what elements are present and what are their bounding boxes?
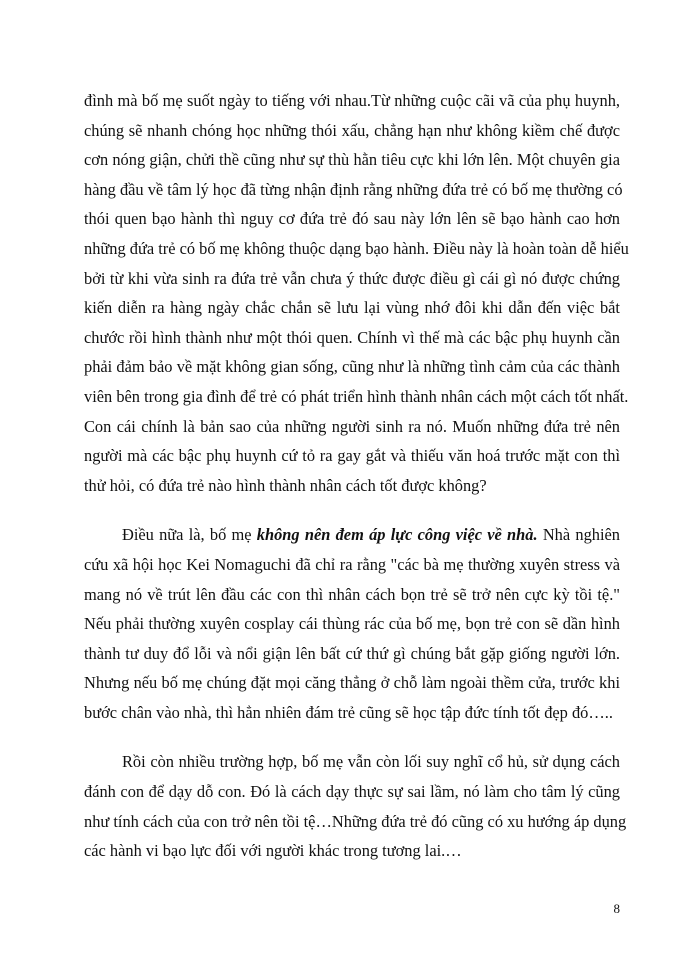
paragraph-line: cơn nóng giận, chửi thề cũng như sự thù hằn tiêu cực khi lớn lên. Một chuyên gia: [84, 150, 620, 170]
paragraph-2-intro: Điều nữa là, bố mẹ: [122, 525, 257, 545]
body-text: [84, 86, 629, 866]
paragraph-line: kiến diễn ra hàng ngày chắc chắn sẽ lưu lại vùng nhớ đôi khi dẫn đến việc bắt: [84, 298, 620, 318]
paragraph-line: Con cái chính là bản sao của những người sinh ra nó. Muốn những đứa trẻ nên: [84, 416, 620, 436]
paragraph-line: viên bên trong gia đình để trẻ có phát triển hình thành nhân cách một cách tốt nhất.: [84, 386, 629, 406]
paragraph-line: đình mà bố mẹ suốt ngày to tiếng với nhau.Từ những cuộc cãi vã của phụ huynh,: [84, 91, 620, 110]
paragraph-line: thử hỏi, có đứa trẻ nào hình thành nhân cách tốt được không?: [84, 475, 487, 495]
emphasized-phrase: không nên đem áp lực công việc về nhà.: [256, 525, 538, 545]
paragraph-line: cứu xã hội học Kei Nomaguchi đã chỉ ra rằng "các bà mẹ thường xuyên stress và: [84, 554, 620, 574]
paragraph-line: bước chân vào nhà, thì hẳn nhiên đám trẻ cũng sẽ học tập đức tính tốt đẹp đó…..: [84, 702, 613, 722]
paragraph-line: bởi từ khi vừa sinh ra đứa trẻ vẫn chưa ý thức được điều gì cái gì nó được chứng: [84, 268, 620, 288]
paragraph-line: thói quen bạo hành thì nguy cơ đứa trẻ đó sau này lớn lên sẽ bạo hành cao hơn: [84, 209, 620, 229]
paragraph-line: đánh con để dạy dỗ con. Đó là cách dạy thực sự sai lầm, nó làm cho tâm lý cũng: [84, 782, 620, 802]
paragraph-line: Rồi còn nhiều trường hợp, bố mẹ vẫn còn lối suy nghĩ cổ hủ, sử dụng cách: [122, 752, 620, 772]
paragraph-line: Nếu phải thường xuyên cosplay cái thùng rác của bố mẹ, bọn trẻ con sẽ dần hình: [84, 614, 620, 634]
paragraph-line: phải đảm bảo về mặt không gian sống, cũng như là những tình cảm của các thành: [84, 357, 620, 377]
paragraph-spacing: [84, 500, 620, 520]
paragraph-line: thành tư duy đổ lỗi và nổi giận lên bất cứ thứ gì chúng bắt gặp giống người lớn.: [84, 643, 620, 663]
paragraph-line: [84, 520, 620, 550]
paragraph-2: [84, 520, 620, 727]
paragraph-2-continuation: Nhà nghiên: [537, 525, 620, 545]
paragraph-line: hàng đầu về tâm lý học đã từng nhận định rằng những đứa trẻ có bố mẹ thường có: [84, 179, 623, 199]
paragraph-line: chước rồi hình thành như một thói quen. Chính vì thế mà các bậc phụ huynh cần: [84, 327, 620, 347]
paragraph-spacing: [84, 727, 620, 747]
paragraph-line: các hành vi bạo lực đối với người khác trong tương lai.…: [84, 841, 462, 861]
paragraph-1: [84, 86, 629, 500]
paragraph-line: những đứa trẻ có bố mẹ không thuộc dạng bạo hành. Điều này là hoàn toàn dễ hiểu: [84, 238, 629, 258]
paragraph-line: Nhưng nếu bố mẹ chúng đặt mọi căng thẳng ở chỗ làm ngoài thềm cửa, trước khi: [84, 673, 620, 693]
paragraph-line: chúng sẽ nhanh chóng học những thói xấu, chẳng hạn như không kiềm chế được: [84, 120, 620, 140]
page-number: 8: [613, 901, 620, 916]
paragraph-line: người mà các bậc phụ huynh cứ tỏ ra gay gắt và thiếu văn hoá trước mặt con thì: [84, 446, 620, 466]
paragraph-3: [84, 747, 627, 865]
paragraph-line: như tính cách của con trở nên tồi tệ…Những đứa trẻ đó cũng có xu hướng áp dụng: [84, 811, 627, 831]
paragraph-line: mang nó về trút lên đầu các con thì nhân cách bọn trẻ sẽ trở nên cực kỳ tồi tệ.": [84, 584, 620, 604]
